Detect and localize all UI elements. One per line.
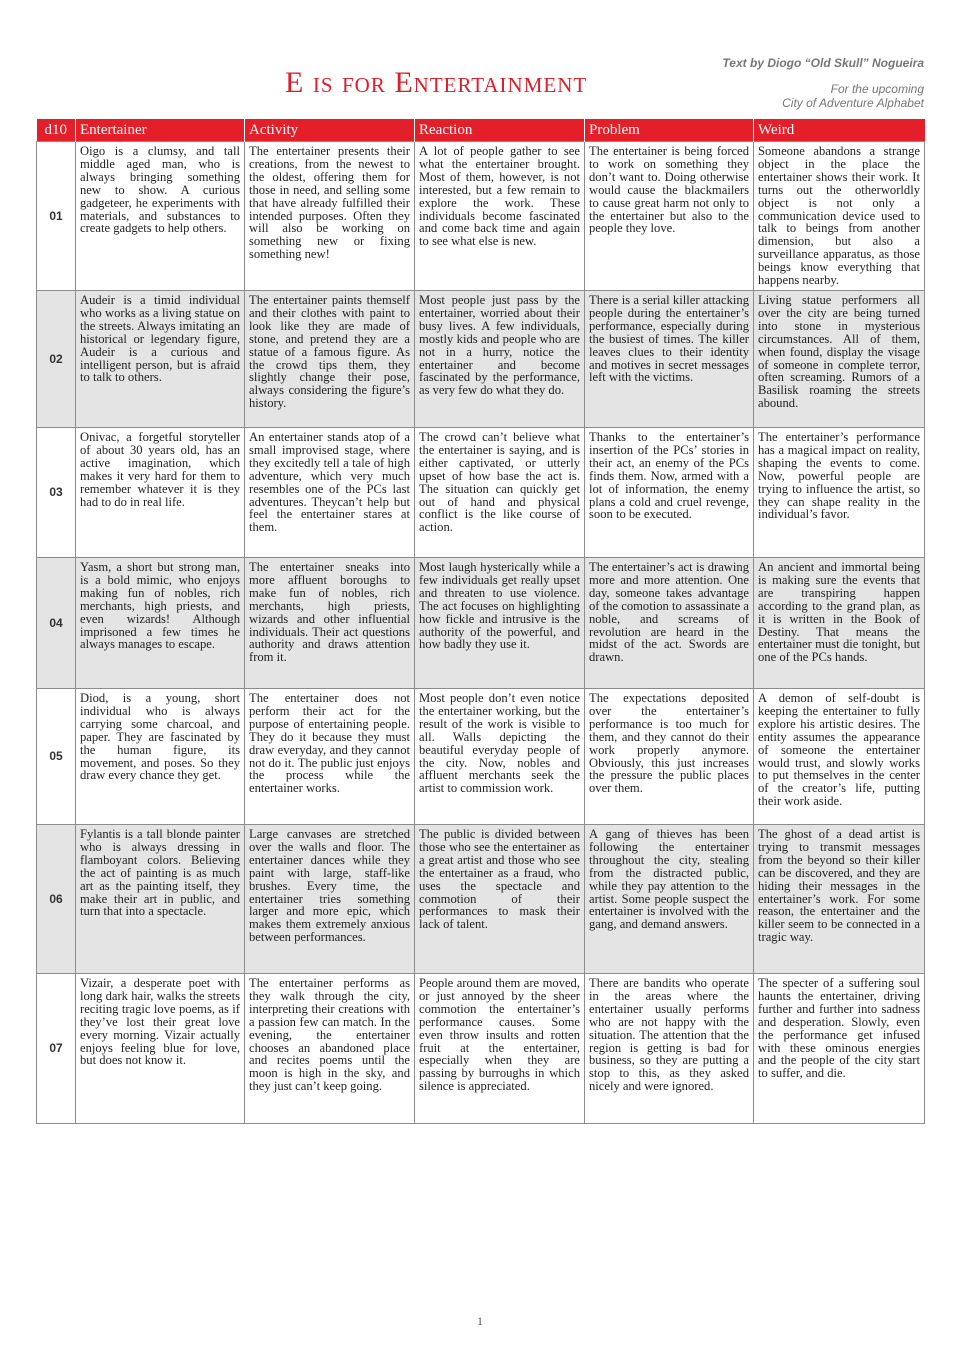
table-row	[37, 689, 925, 825]
table-row	[37, 428, 925, 558]
table-row	[37, 142, 925, 291]
credit-block	[722, 56, 924, 110]
activity-cell: The entertainer performs as they walk through the city, interpreting their creations with a passion few can match. In the evening, the entertainer chooses an abandoned place and recites poems until the moon is high in the sky, and they just can’t keep going.	[245, 974, 415, 1124]
problem-cell: A gang of thieves has been following the entertainer throughout the city, stealing from the distracted public, while they pay attention to the artist. Some people suspect the entertainer is involved with the gang, and demand answers.	[585, 825, 754, 974]
reaction-cell: The public is divided between those who see the entertainer as a great artist and those who see the entertainer as a fraud, who uses the spectacle and commotion of their performances to mask their lack of talent.	[415, 825, 585, 974]
weird-cell: The ghost of a dead artist is trying to transmit messages from the beyond so their killer can be discovered, and they are hiding their messages in the entertainer’s work. For some reason, the entertainer and the killer seem to be connected in a tragic way.	[754, 825, 925, 974]
column-header-weird: Weird	[754, 119, 925, 142]
weird-cell: The entertainer’s performance has a magical impact on reality, shaping the events to come. Now, powerful people are trying to influence the artist, so they can shape reality in the individual’s favor.	[754, 428, 925, 558]
activity-cell: The entertainer sneaks into more affluent boroughs to make fun of nobles, rich merchants, high priests, wizards and other influential individuals. Their act questions authority and draws attention from it.	[245, 558, 415, 689]
activity-cell: The entertainer paints themself and their clothes with paint to look like they are made of stone, and pretend they are a statue of a famous figure. As the crowd tips them, they slightly change their pose, always considering the figure’s history.	[245, 291, 415, 428]
row-number: 05	[37, 689, 76, 825]
page-number: 1	[477, 1314, 483, 1328]
column-header-d10: d10	[37, 119, 76, 142]
reaction-cell: A lot of people gather to see what the entertainer brought. Most of them, however, is not interested, but a few remain to explore the work. These individuals become fascinated and come back time and again to see what else is new.	[415, 142, 585, 291]
page-title: E is for Entertainment	[285, 66, 588, 99]
column-header-activity: Activity	[245, 119, 415, 142]
header-row	[37, 119, 925, 142]
weird-cell: An ancient and immortal being is making sure the events that are transpiring happen according to the grand plan, as it is written in the Book of Destiny. That means the entertainer must die tonight, but one of the PCs hands.	[754, 558, 925, 689]
weird-cell: Someone abandons a strange object in the place the entertainer shows their work. It turns out the otherworldly object is not only a communication device used to talk to beings from another dimension, but also a surveillance apparatus, as those beings know everything that happens nearby.	[754, 142, 925, 291]
entertainer-cell: Vizair, a desperate poet with long dark hair, walks the streets reciting tragic love poems, as if they’ve lost their great love every morning. Vizair actually enjoys feeling blue for love, but does not know it.	[76, 974, 245, 1124]
reaction-cell: Most laugh hysterically while a few individuals get really upset and threaten to use violence. The act focuses on highlighting how fickle and intrusive is the authority of the powerful, and how badly they use it.	[415, 558, 585, 689]
activity-cell: The entertainer presents their creations, from the newest to the oldest, offering them for those in need, and selling some that have already fulfilled their intended purposes. Often they will also be working on something new or fixing something new!	[245, 142, 415, 291]
problem-cell: There are bandits who operate in the areas where the entertainer usually performs who are not happy with the situation. The attention that the region is getting is bad for business, so they are putting a stop to this, as they asked nicely and were ignored.	[585, 974, 754, 1124]
weird-cell: Living statue performers all over the city are being turned into stone in mysterious circumstances. All of them, when found, display the visage of someone in complete terror, often screaming. Rumors of a Basilisk roaming the streets abound.	[754, 291, 925, 428]
entertainer-cell: Audeir is a timid individual who works as a living statue on the streets. Always imitating an historical or legendary figure, Audeir is a curious and intelligent person, but is afraid to talk to others.	[76, 291, 245, 428]
entertainer-cell: Diod, is a young, short individual who is always carrying some charcoal, and paper. They are fascinated by the human figure, its movement, and poses. So they draw every chance they get.	[76, 689, 245, 825]
reaction-cell: Most people don’t even notice the entertainer working, but the result of the work is visible to all. Walls depicting the beautiful everyday people of the city. Now, nobles and affluent merchants seek the artist to commission work.	[415, 689, 585, 825]
entertainer-cell: Fylantis is a tall blonde painter who is always dressing in flamboyant colors. Believing the act of painting is as much art as the painting itself, they make their art in public, and turn that into a spectacle.	[76, 825, 245, 974]
column-header-problem: Problem	[585, 119, 754, 142]
credit-line-1: For the upcoming	[830, 82, 924, 96]
row-number: 02	[37, 291, 76, 428]
row-number: 01	[37, 142, 76, 291]
activity-cell: An entertainer stands atop of a small improvised stage, where they excitedly tell a tale of high adventure, which very much resembles one of the PCs last adventures. Theycan’t help but feel the entertainer stares at them.	[245, 428, 415, 558]
weird-cell: A demon of self-doubt is keeping the entertainer to fully explore his artistic desires. The entity assumes the appearance of someone the entertainer would trust, and slowly works to put themselves in the center of the creator’s life, putting their work aside.	[754, 689, 925, 825]
entertainer-cell: Yasm, a short but strong man, is a bold mimic, who enjoys making fun of nobles, rich merchants, high priests, and even wizards! Although imprisoned a few times he always manages to escape.	[76, 558, 245, 689]
problem-cell: Thanks to the entertainer’s insertion of the PCs’ stories in their act, an enemy of the PCs finds them. Now, armed with a lot of information, the enemy plans a cold and cruel revenge, soon to be executed.	[585, 428, 754, 558]
problem-cell: The expectations deposited over the entertainer’s performance is too much for them, and they cannot do their work properly anymore. Obviously, this just increases the pressure the public places over them.	[585, 689, 754, 825]
weird-cell: The specter of a suffering soul haunts the entertainer, driving further and further into sadness and desperation. Slowly, even the performance get infused with these ominous energies and the people of the city start to suffer, and die.	[754, 974, 925, 1124]
column-header-entertainer: Entertainer	[76, 119, 245, 142]
problem-cell: The entertainer’s act is drawing more and more attention. One day, someone takes advantage of the comotion to assassinate a noble, and screams of revolution are heard in the midst of the act. Swords are drawn.	[585, 558, 754, 689]
row-number: 06	[37, 825, 76, 974]
activity-cell: The entertainer does not perform their act for the purpose of entertaining people. They do it because they must draw everyday, and they cannot not do it. The public just enjoys the process while the entertainer works.	[245, 689, 415, 825]
author-credit: Text by Diogo “Old Skull” Nogueira	[722, 56, 924, 70]
table-row	[37, 291, 925, 428]
problem-cell: There is a serial killer attacking people during the entertainer’s performance, especially during the busiest of times. The killer leaves clues to their identity and motives in secret messages left with the victims.	[585, 291, 754, 428]
reaction-cell: People around them are moved, or just annoyed by the sheer commotion the entertainer’s performance causes. Some even throw insults and rotten fruit at the entertainer, especially when they are passing by burroughs in which silence is appreciated.	[415, 974, 585, 1124]
row-number: 04	[37, 558, 76, 689]
table-row	[37, 825, 925, 974]
row-number: 03	[37, 428, 76, 558]
entertainment-table	[36, 119, 925, 1124]
column-header-reaction: Reaction	[415, 119, 585, 142]
credit-line-2: City of Adventure Alphabet	[782, 96, 924, 110]
problem-cell: The entertainer is being forced to work on something they don’t want to. Doing otherwise would cause the blackmailers to cause great harm not only to the entertainer but also to the people they love.	[585, 142, 754, 291]
reaction-cell: The crowd can’t believe what the entertainer is saying, and is either captivated, or utterly upset of how base the act is. The situation can quickly get out of hand and physical conflict is the like course of action.	[415, 428, 585, 558]
row-number: 07	[37, 974, 76, 1124]
entertainer-cell: Oigo is a clumsy, and tall middle aged man, who is always bringing something new to show. A curious gadgeteer, he experiments with materials, and substances to create gadgets to help others.	[76, 142, 245, 291]
activity-cell: Large canvases are stretched over the walls and floor. The entertainer dances while they paint with large, staff-like brushes. Every time, the entertainer tries something larger and more epic, which makes them extremely anxious between performances.	[245, 825, 415, 974]
table-row	[37, 558, 925, 689]
reaction-cell: Most people just pass by the entertainer, worried about their busy lives. A few individuals, mostly kids and people who are not in a hurry, notice the entertainer and become fascinated by the performance, as very few do what they do.	[415, 291, 585, 428]
table-row	[37, 974, 925, 1124]
table-container	[36, 119, 924, 1124]
entertainer-cell: Onivac, a forgetful storyteller of about 30 years old, has an active imagination, which makes it very hard for them to remember whatever it is they had to do in real life.	[76, 428, 245, 558]
